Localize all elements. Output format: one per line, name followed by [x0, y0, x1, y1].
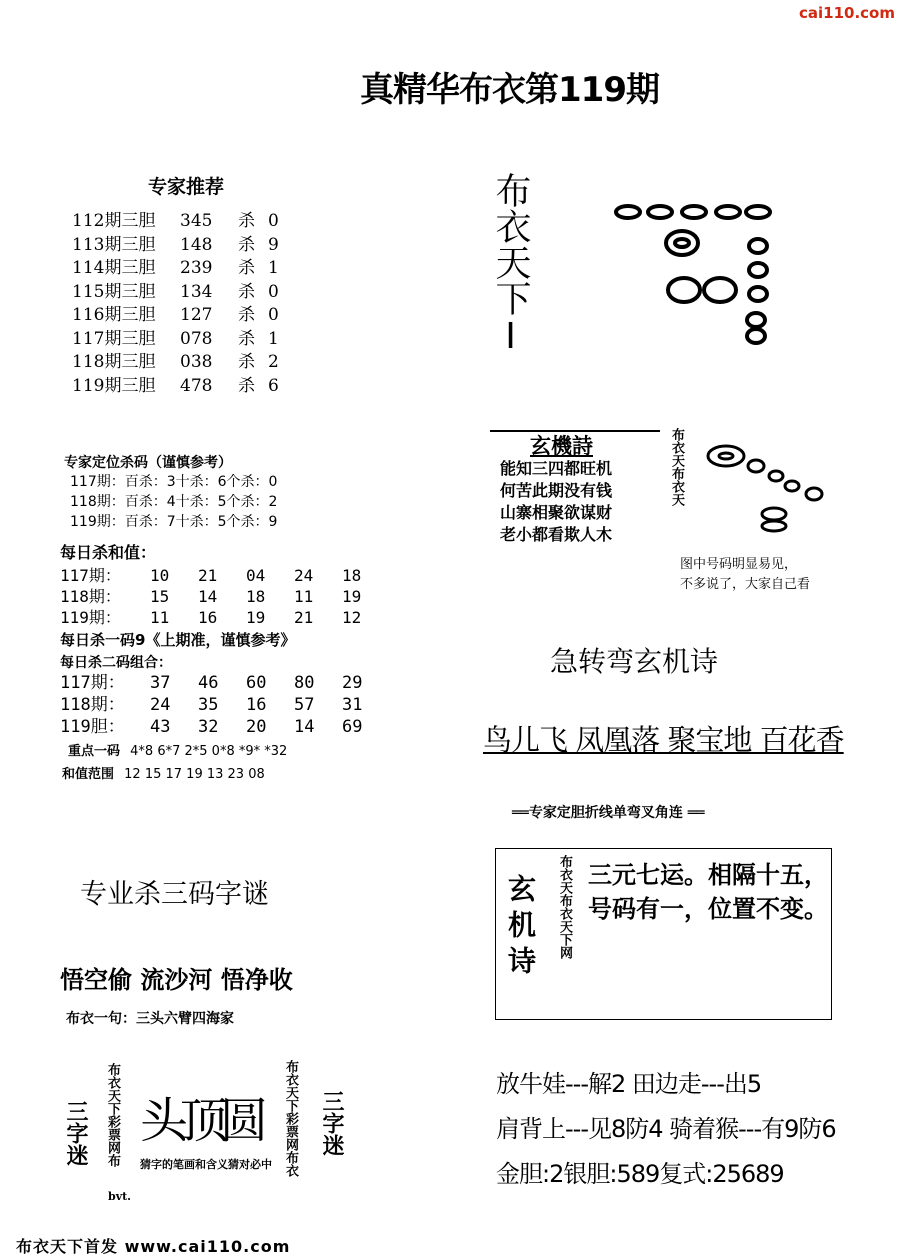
hint-line: 肩背上---见8防4 骑着猴---有9防6 [496, 1115, 836, 1143]
expert-period: 114期三胆 [72, 258, 156, 278]
xuanji-poem [500, 458, 612, 546]
page-title: 真精华布衣第119期 [360, 70, 659, 110]
daily-sum-row [60, 565, 390, 586]
expert-dan: 478 [180, 375, 213, 396]
expert-heading: 专家推荐 [148, 176, 225, 198]
expert-dan: 134 [180, 281, 213, 302]
xuanji-line: 老小都看欺人木 [500, 525, 613, 544]
expert-kill-label: 杀 [238, 258, 255, 278]
row-number: 19 [246, 608, 266, 627]
expert-line: ══专家定胆折线单弯叉角连 ══ [512, 805, 705, 821]
row-number: 14 [198, 587, 218, 606]
xuanji-note-line-2: 不多说了，大家自己看 [680, 577, 811, 592]
row-number: 19 [342, 587, 362, 606]
poem-box-brand-vertical: 布衣天布衣天下网 [557, 855, 572, 959]
expert-table [72, 210, 279, 398]
xuanji-note [680, 555, 810, 595]
daily-two-row [60, 672, 390, 694]
expert-period: 119期三胆 [72, 375, 156, 396]
row-number: 16 [198, 608, 218, 627]
row-number: 57 [294, 695, 315, 715]
expert-period: 117期三胆 [72, 328, 156, 349]
row-number: 21 [294, 608, 314, 627]
position-kill-row: 117期：百杀：3十杀：6个杀：0 [70, 474, 278, 490]
expert-dan: 345 [180, 211, 213, 231]
daily-two-row [60, 716, 390, 738]
sum-range-value: 12 15 17 19 13 23 08 [124, 767, 265, 782]
row-number: 11 [150, 608, 170, 627]
daily-sum-row [60, 607, 390, 628]
zimi-brand-vertical-1: 布衣天下彩票网布 [105, 1063, 120, 1167]
expert-period: 115期三胆 [72, 281, 156, 302]
expert-kill: 2 [268, 352, 279, 372]
position-kill-row: 118期：百杀：4十杀：5个杀：2 [70, 494, 278, 510]
expert-kill: 0 [268, 211, 279, 231]
poem-box-left-vertical: 玄机诗 [504, 874, 537, 982]
expert-kill-label: 杀 [238, 328, 255, 349]
row-number: 37 [150, 673, 171, 693]
expert-kill-label: 杀 [238, 211, 255, 231]
key-code-value: 4*8 6*7 2*5 0*8 *9* *32 [130, 744, 288, 759]
row-number: 18 [246, 587, 266, 606]
row-label: 119期： [60, 608, 121, 627]
row-number: 43 [150, 717, 171, 737]
row-number: 29 [342, 673, 363, 693]
hint-line: 放牛娃---解2 田边走---出5 [496, 1070, 762, 1098]
zimi-big-chars: 头顶圆 [140, 1093, 261, 1149]
row-number: 20 [246, 717, 267, 737]
coin-sketch [702, 438, 832, 534]
row-label: 119胆： [60, 717, 125, 737]
daily-two-list [60, 672, 390, 738]
row-number: 04 [246, 566, 266, 585]
position-kill-row: 119期：百杀：7十杀：5个杀：9 [70, 514, 278, 530]
row-number: 60 [246, 673, 267, 693]
row-number: 11 [294, 587, 314, 606]
row-number: 24 [150, 695, 171, 715]
zimi-left-vertical: 三字迷 [63, 1100, 88, 1166]
expert-dan: 127 [180, 305, 213, 325]
daily-sum-row [60, 586, 390, 607]
expert-period: 118期三胆 [72, 352, 156, 372]
expert-row [72, 375, 279, 399]
coin-diagram [610, 198, 785, 353]
row-label: 117期： [60, 566, 121, 585]
turn-title: 急转弯玄机诗 [550, 645, 719, 678]
expert-kill-label: 杀 [238, 281, 255, 302]
daily-sum-list [60, 565, 390, 628]
expert-row [72, 281, 279, 305]
row-number: 31 [342, 695, 363, 715]
row-number: 24 [294, 566, 314, 585]
expert-dan: 038 [180, 352, 213, 372]
daily-two-heading: 每日杀二码组合： [60, 655, 172, 671]
expert-kill: 9 [268, 234, 279, 255]
footer[interactable]: 布衣天下首发 www.cai110.com [16, 1237, 291, 1256]
xuanji-heading: 玄機詩 [530, 434, 593, 458]
row-number: 18 [342, 566, 362, 585]
row-label: 118期： [60, 695, 125, 715]
row-number: 69 [342, 717, 363, 737]
zimi-brand-vertical-2: 布衣天下彩票网布衣 [283, 1060, 298, 1177]
riddle-title: 专业杀三码字谜 [80, 879, 269, 910]
key-code-row [68, 740, 287, 759]
buyi-sentence: 布衣一句：三头六臂四海家 [66, 1011, 234, 1027]
row-number: 14 [294, 717, 315, 737]
expert-dan: 239 [180, 258, 213, 278]
row-label: 117期： [60, 673, 125, 693]
expert-kill-label: 杀 [238, 375, 255, 396]
bottom-hints [496, 1062, 836, 1197]
row-number: 15 [150, 587, 170, 606]
expert-kill: 0 [268, 281, 279, 302]
poem-box-lines [588, 858, 828, 926]
poem-line-1: 三元七运。相隔十五， [588, 861, 828, 889]
row-number: 35 [198, 695, 219, 715]
sum-range-label: 和值范围 [62, 767, 115, 782]
row-number: 80 [294, 673, 315, 693]
expert-kill: 6 [268, 375, 279, 396]
key-code-label: 重点一码 [68, 744, 121, 759]
expert-kill: 1 [268, 328, 279, 349]
daily-two-row [60, 694, 390, 716]
expert-row [72, 210, 279, 234]
turn-words: 鸟儿飞 凤凰落 聚宝地 百花香 [483, 723, 844, 757]
row-label: 118期： [60, 587, 121, 606]
riddle-words: 悟空偷 流沙河 悟净收 [60, 966, 293, 994]
expert-period: 116期三胆 [72, 305, 156, 325]
xuanji-line: 山寨相聚欲谋财 [500, 503, 613, 522]
xuanji-line: 何苦此期没有钱 [500, 481, 613, 500]
position-kill-list [70, 472, 277, 532]
row-number: 32 [198, 717, 219, 737]
xuanji-side-vertical: 布衣天布衣天 [669, 428, 684, 506]
row-number: 46 [198, 673, 219, 693]
zimi-caption: 猜字的笔画和含义猜对必中 [140, 1158, 272, 1171]
expert-row [72, 351, 279, 375]
hint-line: 金胆:2银胆:589复式:25689 [496, 1160, 784, 1188]
expert-row [72, 304, 279, 328]
row-number: 16 [246, 695, 267, 715]
expert-row [72, 328, 279, 352]
site-label[interactable]: cai110.com [799, 4, 895, 22]
expert-kill: 1 [268, 258, 279, 278]
expert-dan: 148 [180, 234, 213, 255]
row-number: 12 [342, 608, 362, 627]
daily-sum-heading: 每日杀和值： [60, 543, 157, 562]
expert-row [72, 234, 279, 258]
expert-period: 112期三胆 [72, 211, 156, 231]
zimi-right-vertical: 三字迷 [319, 1090, 344, 1156]
expert-kill-label: 杀 [238, 234, 255, 255]
row-number: 10 [150, 566, 170, 585]
xuanji-note-line-1: 图中号码明显易见， [680, 557, 798, 572]
expert-kill-label: 杀 [238, 305, 255, 325]
xuanji-line: 能知三四都旺机 [500, 459, 613, 478]
row-number: 21 [198, 566, 218, 585]
sum-range-row [62, 763, 265, 782]
daily-one-code: 每日杀一码9《上期准，谨慎参考》 [60, 631, 296, 649]
expert-row [72, 257, 279, 281]
expert-kill: 0 [268, 305, 279, 325]
position-kill-heading: 专家定位杀码（谨慎参考） [64, 455, 232, 471]
poem-line-2: 号码有一，位置不变。 [588, 895, 828, 923]
expert-period: 113期三胆 [72, 234, 156, 255]
zimi-brand-suffix: bvt. [108, 1190, 131, 1203]
expert-dan: 078 [180, 328, 213, 349]
buyi-vertical: 布衣天下I [490, 172, 531, 357]
expert-kill-label: 杀 [238, 352, 255, 372]
